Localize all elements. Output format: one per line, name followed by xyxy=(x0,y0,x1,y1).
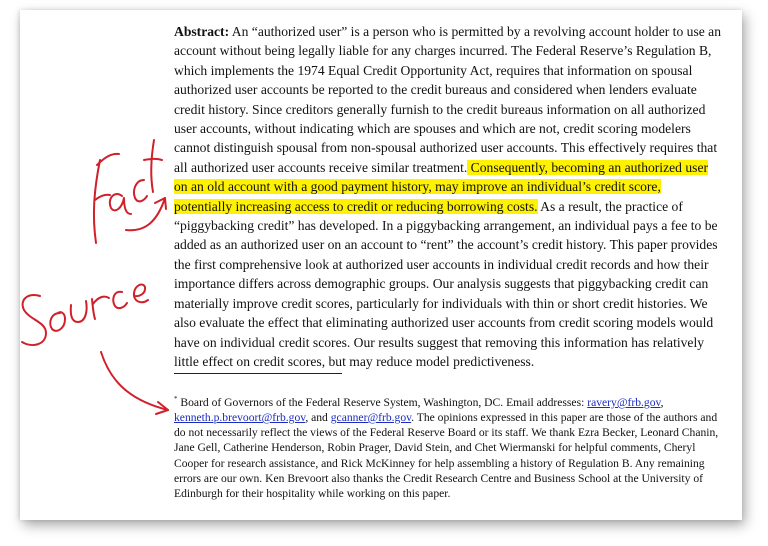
footnote-separator: , xyxy=(660,395,664,409)
email-link-brevoort[interactable]: kenneth.p.brevoort@frb.gov xyxy=(174,411,306,425)
email-link-gcanner[interactable]: gcanner@frb.gov xyxy=(330,411,412,425)
footnote-text-intro: Board of Governors of the Federal Reserve System, Washington, DC. Email addresses: xyxy=(177,395,588,409)
abstract-label: Abstract: xyxy=(174,24,230,39)
email-link-ravery[interactable]: ravery@frb.gov xyxy=(587,395,661,409)
footnote-separator: , and xyxy=(305,411,331,425)
abstract-paragraph xyxy=(174,22,722,371)
footnote xyxy=(174,392,722,501)
abstract-text-intro: An “authorized user” is a person who is permitted by a revolving account holder to use an account without being legally liable for any charges incurred. The Federal Reserve’s Regulation B, which implements the 1974 Equal Credit Opportunity Act, requires that information on spousal authorized user accounts be reported to the credit bureaus and considered when lenders evaluate credit history. Since creditors generally furnish to the credit bureaus information on all authorized user accounts, without indicating which are spouses and which are not, credit scoring modelers cannot distinguish spousal from non-spousal authorized user accounts. This effectively requires that all authorized user accounts receive similar treatment. xyxy=(174,24,722,175)
highlighted-fact: Consequently, becoming an authorized user on an old account with a good payment history, may improve an individual’s credit score, potentially increasing access to credit or reducing borrowing costs. xyxy=(174,159,708,214)
footnote-divider xyxy=(174,373,342,374)
footnote-marker: * xyxy=(174,395,178,403)
abstract-text-rest: As a result, the practice of “piggybacking credit” has developed. In a piggybacking arrangement, an individual pays a fee to be added as an authorized user on an account to “rent” the account’s credit history. This paper provides the first comprehensive look at authorized user accounts in individual credit records and how their importance differs across demographic groups. Our analysis suggests that piggybacking credit can materially improve credit scores, particularly for individuals with thin or short credit histories. We also evaluate the effect that eliminating authorized user accounts from credit scoring models would have on individual credit scores. Our results suggest that removing this information has relatively little effect on credit scores, but may reduce model predictiveness. xyxy=(174,198,718,369)
footnote-text-rest: . The opinions expressed in this paper are those of the authors and do not necessarily reflect the views of the Federal Reserve Board or its staff. We thank Ezra Becker, Leonard Chanin, Jane Gell, Catherine Henderson, Robin Prager, David Stein, and Chet Wiermanski for helpful comments, Cheryl Cooper for research assistance, and Rick McKinney for help assembling a history of Regulation B. Any remaining errors are our own. Ken Brevoort also thanks the Credit Research Centre and Business School at the University of Edinburgh for their hospitality while working on this paper. xyxy=(174,411,719,501)
